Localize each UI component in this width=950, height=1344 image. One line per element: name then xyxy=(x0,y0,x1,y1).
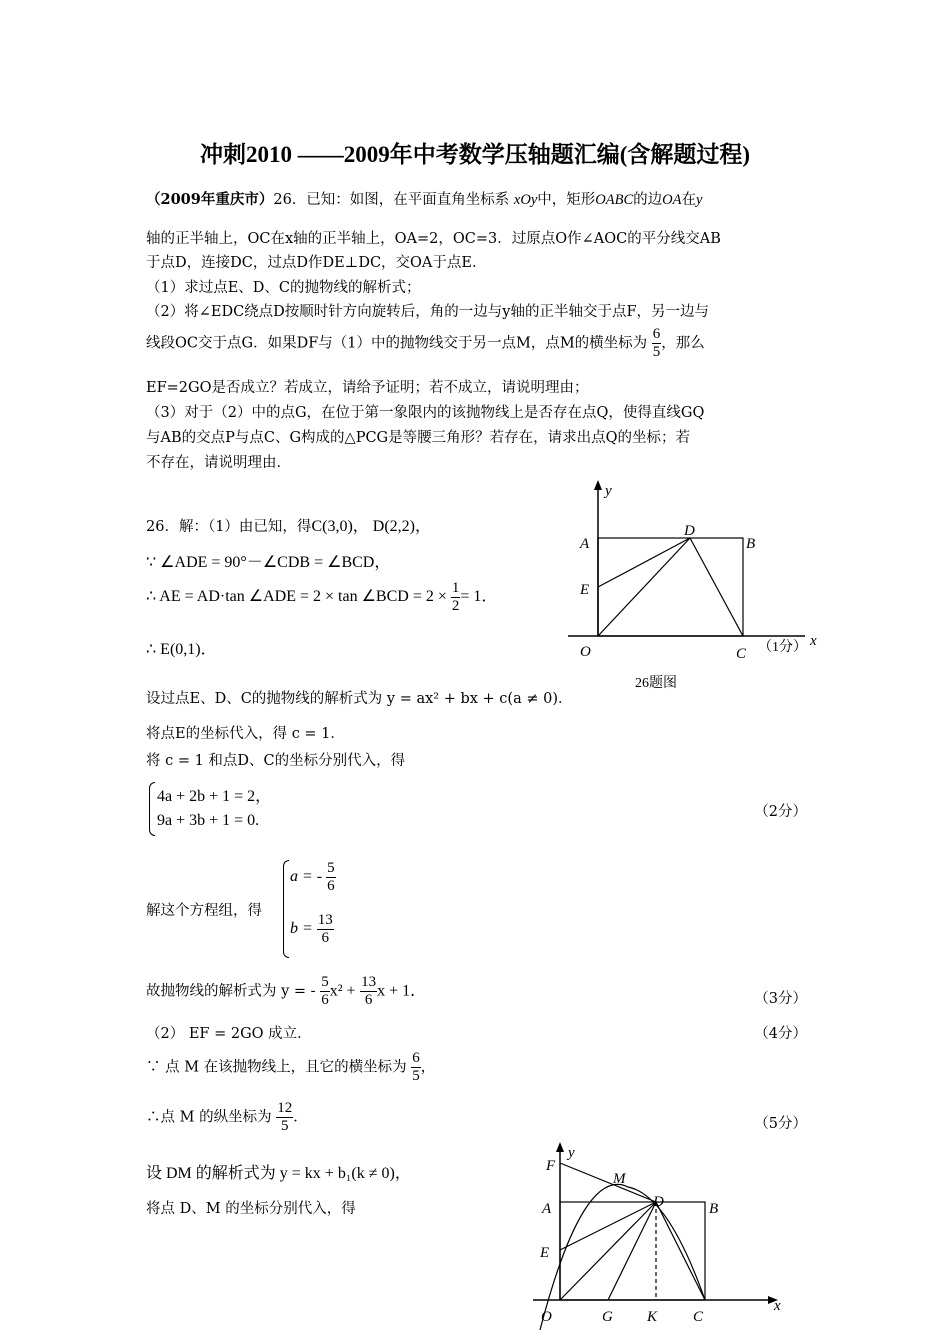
solution-b-value: b = $\frac{13}{6}$ xyxy=(290,912,333,946)
solution-line-12: ∴点 M 的纵坐标为 $\frac{12}{5}$ ． xyxy=(146,1100,308,1134)
problem-line-5: （2）将∠EDC绕点D按顺时针方向旋转后，角的一边与y轴的正半轴交于点F，另一边与 xyxy=(146,304,710,320)
segment-OD-2 xyxy=(560,1202,656,1300)
system-eq-2: 9a + 3b + 1 = 0. xyxy=(157,812,260,829)
score-4: （4分） xyxy=(754,1026,807,1042)
problem-line-7: EF=2GO是否成立？若成立，请给予证明；若不成立，请说明理由； xyxy=(146,380,589,396)
segment-OD xyxy=(598,538,690,636)
label-B: B xyxy=(746,536,756,552)
segment-GD xyxy=(608,1202,656,1300)
problem-line-10: 不存在，请说明理由． xyxy=(146,455,291,471)
solution-line-6: 将点E的坐标代入，得 c = 1． xyxy=(146,726,345,742)
label-E: E xyxy=(580,582,590,598)
label2-G: G xyxy=(602,1309,613,1325)
label2-M: M xyxy=(613,1171,626,1187)
label-D: D xyxy=(684,523,695,539)
equation-brace-2 xyxy=(283,860,289,958)
label2-F: F xyxy=(546,1158,556,1174)
problem-line-4: （1）求过点E、D、C的抛物线的解析式； xyxy=(146,280,421,296)
label2-C: C xyxy=(693,1309,704,1325)
label-C: C xyxy=(736,646,747,662)
label2-D: D xyxy=(653,1194,664,1210)
label-y: y xyxy=(605,483,612,499)
label2-B: B xyxy=(709,1201,719,1217)
solution-a-value: a = - $\frac{5}{6}$ xyxy=(290,860,335,894)
problem-line-8: （3）对于（2）中的点G，在位于第一象限内的该抛物线上是否存在点Q，使得直线GQ xyxy=(146,405,705,421)
score-2: （2分） xyxy=(754,804,807,820)
label-A: A xyxy=(580,536,590,552)
solution-line-3: ∴ AE = AD·tan ∠ADE = 2 × tan ∠BCD = 2 × $\frac{1}{2}$ = 1． xyxy=(146,580,498,614)
label-O: O xyxy=(580,644,591,660)
fraction-1-2: $\frac{1}{2}$ xyxy=(451,580,460,614)
problem-line-9: 与AB的交点P与点C、G构成的△PCG是等腰三角形？若存在，请求出点Q的坐标；若 xyxy=(146,430,691,446)
solution-line-1: 26．解：（1）由已知，得C(3,0)， D(2,2)， xyxy=(146,518,431,535)
problem-line-2: 轴的正半轴上，OC在x轴的正半轴上，OA=2，OC=3．过原点O作∠AOC的平分线交AB xyxy=(146,231,721,247)
y-axis-arrow-icon-2 xyxy=(556,1142,564,1152)
rectangle-OABC xyxy=(598,538,743,636)
label2-O: O xyxy=(541,1309,552,1325)
segment-ED-2 xyxy=(560,1202,656,1250)
solution-line-14: 将点 D、M 的坐标分别代入，得 xyxy=(146,1201,356,1217)
solution-line-10: （2） EF = 2GO 成立． xyxy=(146,1026,312,1042)
solution-line-11: ∵ 点 M 在该抛物线上，且它的横坐标为 $\frac{6}{5}$ ， xyxy=(146,1050,436,1084)
score-5: （5分） xyxy=(754,1116,807,1132)
segment-DC-2 xyxy=(656,1202,705,1300)
equation-brace-1 xyxy=(149,782,155,836)
problem-line-6: 线段OC交于点G．如果DF与（1）中的抛物线交于另一点M，点M的横坐标为 $\frac{6}{5}$ ，那么 xyxy=(146,326,705,360)
problem-line-3: 于点D，连接DC，过点D作DE⊥DC，交OA于点E． xyxy=(146,255,487,271)
y-axis-arrow-icon xyxy=(594,480,602,490)
solution-line-5: 设过点E、D、C的抛物线的解析式为 y = ax² + bx + c(a ≠ 0)． xyxy=(146,691,573,707)
segment-ED xyxy=(598,538,690,587)
fraction-6-5: $\frac{6}{5}$ xyxy=(652,326,661,360)
figure-26 xyxy=(560,478,830,693)
solution-line-7: 将 c = 1 和点D、C的坐标分别代入，得 xyxy=(146,753,406,769)
figure-rotation xyxy=(528,1135,788,1340)
label2-A: A xyxy=(542,1201,552,1217)
figure-caption: 26题图 xyxy=(635,676,677,691)
label2-K: K xyxy=(647,1309,658,1325)
label2-x: x xyxy=(774,1298,781,1314)
score-3: （3分） xyxy=(754,991,807,1007)
parabola-curve xyxy=(540,1184,705,1330)
label-x: x xyxy=(810,633,817,649)
segment-FD xyxy=(560,1163,656,1202)
page-title: 冲刺2010 ——2009年中考数学压轴题汇编(含解题过程) xyxy=(199,142,751,167)
problem-line-1: （2009年重庆市）26．已知：如图，在平面直角坐标系 xOy中，矩形OABC的边OA在y xyxy=(146,191,703,208)
solution-line-4: ∴ E(0,1)． xyxy=(146,641,217,658)
system-eq-1: 4a + 2b + 1 = 2， xyxy=(157,788,272,805)
figure-score: （1分） xyxy=(758,640,807,655)
label2-y: y xyxy=(568,1145,575,1161)
solution-line-2: ∵ ∠ADE = 90°－∠CDB = ∠BCD， xyxy=(146,554,391,571)
problem-source: （2009年重庆市） xyxy=(146,191,274,208)
label2-E: E xyxy=(540,1245,550,1261)
solution-line-8: 解这个方程组，得 xyxy=(146,903,262,919)
solution-line-13: 设 DM 的解析式为 y = kx + b₁(k ≠ 0)， xyxy=(146,1165,411,1182)
solution-line-9: 故抛物线的解析式为 y = - $\frac{5}{6}$ x² + $\frac{13}{6}$ x + 1． xyxy=(146,974,427,1008)
segment-DC xyxy=(690,538,743,636)
